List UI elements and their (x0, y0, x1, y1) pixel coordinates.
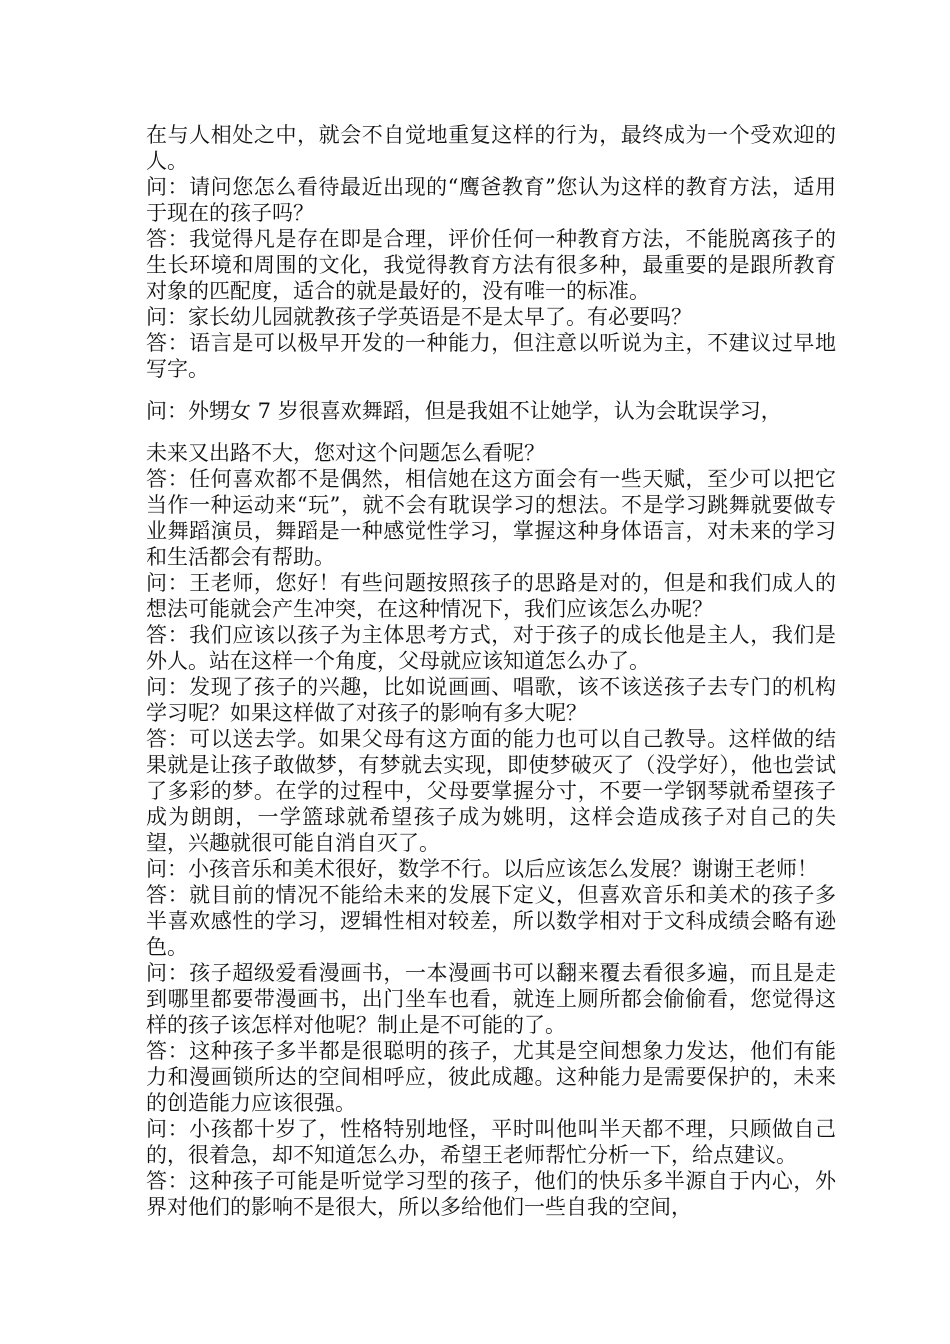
answer-conflict: 答：我们应该以孩子为主体思考方式，对于孩子的成长他是主人，我们是外人。站在这样一个角度，父母就应该知道怎么办了。 (146, 623, 836, 673)
question-interest: 问：发现了孩子的兴趣，比如说画画、唱歌，该不该送孩子去专门的机构学习呢？如果这样做了对孩子的影响有多大呢？ (146, 675, 836, 725)
answer-eagle-dad: 答：我觉得凡是存在即是合理，评价任何一种教育方法，不能脱离孩子的生长环境和周围的文化，我觉得教育方法有很多种，最重要的是跟所教育对象的匹配度，适合的就是最好的，没有唯一的标准。 (146, 227, 836, 303)
question-dance-line1: 问：外甥女 7 岁很喜欢舞蹈，但是我姐不让她学，认为会耽误学习， (146, 399, 782, 423)
answer-dance: 答：任何喜欢都不是偶然，相信她在这方面会有一些天赋，至少可以把它当作一种运动来“玩”，就不会有耽误学习的想法。不是学习跳舞就要做专业舞蹈演员，舞蹈是一种感觉性学习，掌握这种身体语言，对未来的学习和生活都会有帮助。 (146, 467, 836, 569)
paragraph-intro: 在与人相处之中，就会不自觉地重复这样的行为，最终成为一个受欢迎的人。 (146, 123, 836, 173)
question-ten-year-old: 问：小孩都十岁了，性格特别地怪，平时叫他叫半天都不理，只顾做自己的，很着急，却不知道怎么办，希望王老师帮忙分析一下，给点建议。 (146, 1117, 836, 1167)
question-conflict: 问：王老师，您好！有些问题按照孩子的思路是对的，但是和我们成人的想法可能就会产生冲突，在这种情况下，我们应该怎么办呢？ (146, 571, 836, 621)
question-english: 问：家长幼儿园就教孩子学英语是不是太早了。有必要吗？ (146, 305, 692, 329)
question-music-art: 问：小孩音乐和美术很好，数学不行。以后应该怎么发展？谢谢王老师！ (146, 857, 818, 881)
document-body (146, 122, 836, 1220)
question-comics: 问：孩子超级爱看漫画书，一本漫画书可以翻来覆去看很多遍，而且是走到哪里都要带漫画书，出门坐车也看，就连上厕所都会偷偷看，您觉得这样的孩子该怎样对他呢？制止是不可能的了。 (146, 961, 836, 1037)
answer-english: 答：语言是可以极早开发的一种能力，但注意以听说为主，不建议过早地写字。 (146, 331, 836, 381)
answer-interest: 答：可以送去学。如果父母有这方面的能力也可以自己教导。这样做的结果就是让孩子敢做梦，有梦就去实现，即使梦破灭了（没学好），他也尝试了多彩的梦。在学的过程中，父母要掌握分寸，不要一学钢琴就希望孩子成为朗朗，一学篮球就希望孩子成为姚明，这样会造成孩子对自己的失望，兴趣就很可能自消自灭了。 (146, 727, 836, 855)
question-eagle-dad: 问：请问您怎么看待最近出现的“鹰爸教育”您认为这样的教育方法，适用于现在的孩子吗？ (146, 175, 836, 225)
question-dance-line2: 未来又出路不大，您对这个问题怎么看呢？ (146, 441, 545, 465)
answer-music-art: 答：就目前的情况不能给未来的发展下定义，但喜欢音乐和美术的孩子多半喜欢感性的学习，逻辑性相对较差，所以数学相对于文科成绩会略有逊色。 (146, 883, 836, 959)
answer-comics: 答：这种孩子多半都是很聪明的孩子，尤其是空间想象力发达，他们有能力和漫画锁所达的空间相呼应，彼此成趣。这种能力是需要保护的，未来的创造能力应该很强。 (146, 1039, 836, 1115)
answer-ten-year-old: 答：这种孩子可能是听觉学习型的孩子，他们的快乐多半源自于内心，外界对他们的影响不是很大，所以多给他们一些自我的空间， (146, 1169, 836, 1219)
